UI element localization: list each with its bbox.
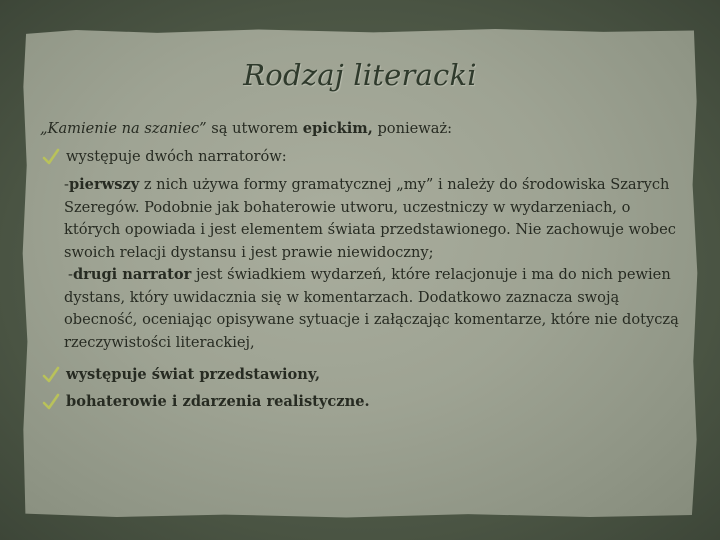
para1-text: z nich używa formy gramatycznej „my” i należy do środowiska Szarych Szeregów. Podobnie jak bohaterowie utworu, uczestniczy w wydarzeniach, o których opowiada i jest elementem świata przedstawionego. Nie zachowuje wobec swoich relacji dystansu i jest prawie niewidoczny; (64, 176, 676, 261)
intro-quote: „Kamienie na szaniec” (40, 120, 207, 137)
paragraph-second-narrator (40, 264, 680, 354)
checkmark-icon (41, 364, 61, 386)
para2-bold: drugi narrator (72, 266, 192, 283)
bullet-realism-text: bohaterowie i zdarzenia realistyczne. (66, 392, 370, 410)
bullet-world (40, 364, 680, 387)
intro-end: ponieważ: (372, 120, 453, 137)
slide-title: Rodzaj literacki (243, 58, 477, 92)
para2-text: jest świadkiem wydarzeń, które relacjonuje i ma do nich pewien dystans, który uwidacznia się w komentarzach. Dodatkowo zaznacza swoją obecność, oceniając opisywane sytuacje i załączając komentarze, które nie dotyczą rzeczywistości literackiej, (64, 266, 679, 351)
para2-lead: - (68, 266, 73, 283)
slide-content (40, 118, 680, 413)
checkmark-icon (41, 146, 61, 168)
intro-line (40, 118, 680, 141)
para1-bold: pierwszy (68, 176, 140, 193)
checkmark-icon (41, 391, 61, 413)
bullet-narrators (40, 146, 680, 169)
intro-mid: są utworem (206, 120, 303, 137)
paragraph-first-narrator (40, 174, 680, 264)
bullet-narrators-text: występuje dwóch narratorów: (66, 147, 287, 165)
bullet-realism (40, 391, 680, 414)
intro-bold: epickim, (302, 120, 373, 137)
bullet-world-text: występuje świat przedstawiony, (66, 366, 321, 383)
para1-lead: - (64, 176, 69, 193)
